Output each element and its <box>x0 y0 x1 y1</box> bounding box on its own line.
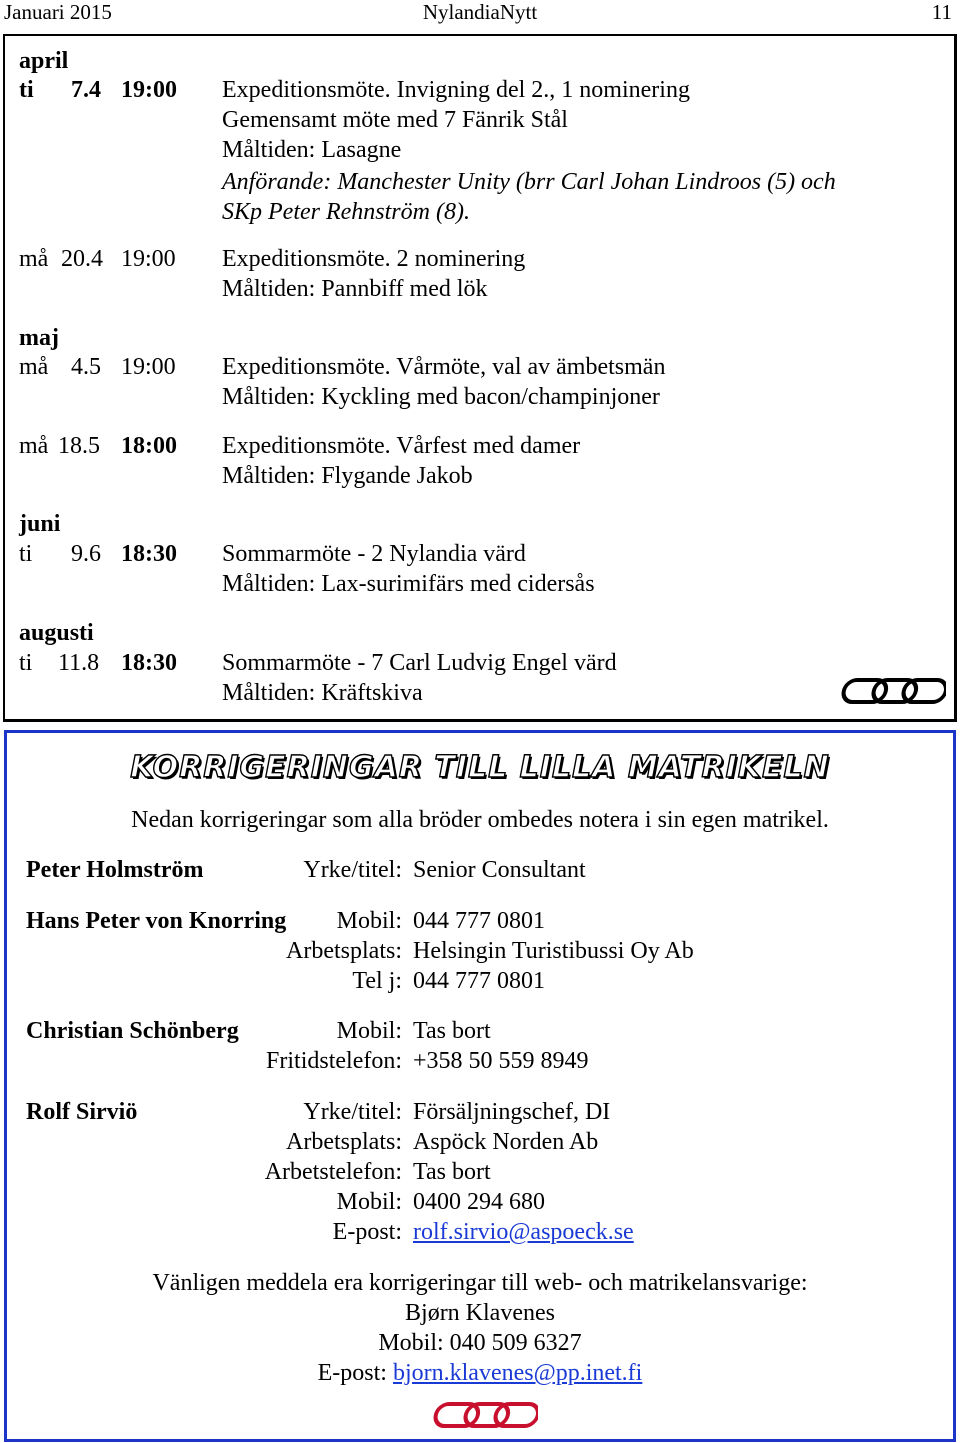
member-name: Peter Holmström <box>26 857 204 883</box>
contact-phone-line <box>0 1328 960 1358</box>
corrections-title: KORRIGERINGAR TILL LILLA MATRIKELN <box>130 750 830 785</box>
field-label: Mobil: <box>336 1018 402 1044</box>
event-description: Expeditionsmöte. Invigning del 2., 1 nominering <box>222 77 690 103</box>
member-name: Rolf Sirviö <box>26 1099 138 1125</box>
event-date: 4.5 <box>71 354 101 380</box>
event-meal: Måltiden: Lax-surimifärs med cidersås <box>222 571 595 597</box>
field-value: 0400 294 680 <box>413 1189 545 1215</box>
field-label: Mobil: <box>336 1189 402 1215</box>
field-label: Arbetsplats: <box>286 1129 402 1155</box>
event-description: Expeditionsmöte. Vårmöte, val av ämbetsmän <box>222 354 666 380</box>
email-link[interactable]: rolf.sirvio@aspoeck.se <box>413 1219 634 1245</box>
contact-name: Bjørn Klavenes <box>405 1300 555 1326</box>
contact-request: Vänligen meddela era korrigeringar till web- och matrikelansvarige: <box>152 1270 808 1296</box>
field-label: E-post: <box>332 1219 402 1245</box>
contact-email-label: E-post: <box>317 1360 387 1386</box>
event-detail: Gemensamt möte med 7 Fänrik Stål <box>222 107 568 133</box>
event-day: ti <box>19 77 34 103</box>
event-time: 18:00 <box>121 433 177 459</box>
issue-date: Januari 2015 <box>4 0 112 24</box>
event-meal: Måltiden: Kräftskiva <box>222 680 423 706</box>
month-heading-juni: juni <box>19 511 61 537</box>
event-description: Sommarmöte - 7 Carl Ludvig Engel värd <box>222 650 617 676</box>
contact-phone-label: Mobil: <box>378 1330 444 1356</box>
event-time: 19:00 <box>121 354 176 380</box>
field-value: 044 777 0801 <box>413 968 545 994</box>
field-label: Arbetsplats: <box>286 938 402 964</box>
month-heading-maj: maj <box>19 325 59 351</box>
month-heading-augusti: augusti <box>19 620 94 646</box>
event-date: 11.8 <box>58 650 100 676</box>
member-name: Hans Peter von Knorring <box>26 908 287 934</box>
publication-title: NylandiaNytt <box>422 0 538 24</box>
event-meal: Måltiden: Pannbiff med lök <box>222 276 488 302</box>
field-label: Fritidstelefon: <box>266 1048 402 1074</box>
event-description: Sommarmöte - 2 Nylandia värd <box>222 541 526 567</box>
member-name: Christian Schönberg <box>26 1018 239 1044</box>
three-links-chain-icon <box>430 1400 538 1432</box>
field-value: Senior Consultant <box>413 857 586 883</box>
corrections-intro: Nedan korrigeringar som alla bröder ombedes notera i sin egen matrikel. <box>131 807 829 833</box>
field-label: Arbetstelefon: <box>264 1159 402 1185</box>
event-meal: Måltiden: Flygande Jakob <box>222 463 473 489</box>
event-meal: Måltiden: Lasagne <box>222 137 402 163</box>
field-label: Mobil: <box>336 908 402 934</box>
page-number: 11 <box>931 0 952 24</box>
event-date: 20.4 <box>61 246 103 272</box>
event-date: 18.5 <box>58 433 100 459</box>
event-day: ti <box>19 541 33 567</box>
event-speech-cont: SKp Peter Rehnström (8). <box>222 199 470 225</box>
event-description: Expeditionsmöte. Vårfest med damer <box>222 433 581 459</box>
three-links-chain-icon <box>838 676 946 708</box>
event-day: ti <box>19 650 33 676</box>
contact-email-link[interactable]: bjorn.klavenes@pp.inet.fi <box>392 1360 643 1386</box>
event-date: 9.6 <box>71 541 101 567</box>
event-time: 18:30 <box>121 650 177 676</box>
event-description: Expeditionsmöte. 2 nominering <box>222 246 526 272</box>
field-value: Försäljningschef, DI <box>413 1099 611 1125</box>
event-time: 18:30 <box>121 541 177 567</box>
contact-phone: 040 509 6327 <box>449 1330 582 1356</box>
field-value: Tas bort <box>413 1018 491 1044</box>
field-value: +358 50 559 8949 <box>413 1048 589 1074</box>
field-value: Tas bort <box>413 1159 491 1185</box>
field-label: Tel j: <box>352 968 402 994</box>
event-speech: Anförande: Manchester Unity (brr Carl Johan Lindroos (5) och <box>222 169 836 195</box>
event-meal: Måltiden: Kyckling med bacon/champinjoner <box>222 384 660 410</box>
event-time: 19:00 <box>121 77 177 103</box>
event-day: må <box>19 354 49 380</box>
event-day: må <box>19 246 49 272</box>
field-label: Yrke/titel: <box>303 1099 402 1125</box>
field-value: 044 777 0801 <box>413 908 545 934</box>
field-value: Helsingin Turistibussi Oy Ab <box>413 938 694 964</box>
event-time: 19:00 <box>121 246 176 272</box>
event-day: må <box>19 433 49 459</box>
contact-email-line <box>0 1358 960 1388</box>
field-label: Yrke/titel: <box>303 857 402 883</box>
field-value: Aspöck Norden Ab <box>413 1129 599 1155</box>
month-heading-april: april <box>19 48 69 74</box>
event-date: 7.4 <box>71 77 101 103</box>
